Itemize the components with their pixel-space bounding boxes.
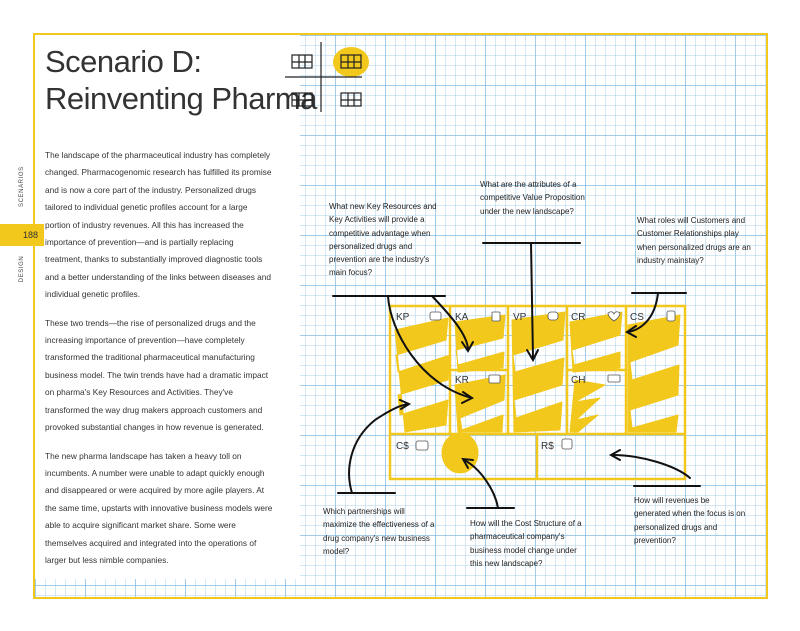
section-label-design: DESIGN: [19, 255, 25, 283]
scribble-cs: [628, 315, 680, 432]
scribble-cost: [442, 433, 478, 473]
resource-icon: [489, 375, 500, 383]
title-line-2: Reinventing Pharma: [45, 81, 317, 116]
section-label-scenarios: SCENARIOS: [19, 166, 25, 207]
paragraph-2: These two trends—the rise of personalized drugs and the increasing importance of prevention—have completely transformed the traditional pharmaceutical manufacturing business model. The twin trends have had a dramatic impact on pharma's Key Resources and Activities. They've transformed the way drug makers approach customers and provoked substantial changes in how revenue is generated.: [45, 317, 269, 433]
question-value-proposition: What are the attributes of a competitive Value Proposition under the new landscape?: [480, 180, 585, 216]
title-line-1: Scenario D:: [45, 44, 202, 79]
paragraph-1: The landscape of the pharmaceutical industry has completely changed. Pharmacogenomic research has fulfilled its promise and is now a core part of the industry. Personalized drugs tailored to individual genetic profiles account for a large portion of industry revenues. All this has increased the importance of prevention—and is partially replacing treatment, thanks to substantially improved diagnostic tools and a better understanding of the links between diseases and individual genetic profiles.: [45, 150, 272, 300]
label-ch: CH: [571, 375, 586, 386]
money-icon: [562, 439, 572, 449]
label-cost: C$: [396, 441, 409, 452]
label-vp: VP: [513, 312, 527, 323]
paragraph-3: The new pharma landscape has taken a heavy toll on incumbents. A number were unable to adapt quickly enough and disappeared or were acquired by more agile players. At the same time, upstarts with innovative business models were able to acquire significant market share. Some were themselves acquired and integrated into the operations of larger but less nimble companies.: [45, 450, 273, 565]
scribble-ch: [570, 380, 605, 432]
cost-tag-icon: [416, 441, 428, 450]
activity-icon: [492, 312, 500, 321]
label-cs: CS: [630, 312, 644, 323]
scribble-vp: [512, 312, 565, 432]
question-key-resources: What new Key Resources and Key Activities will provide a competitive advantage when personalized drugs and prevention are the industry's main focus?: [329, 202, 437, 278]
scribble-kp: [395, 318, 450, 432]
question-partnerships: Which partnerships will maximize the effectiveness of a drug company's new business model?: [323, 507, 435, 556]
label-revenue: R$: [541, 441, 554, 452]
customer-icon: [667, 311, 675, 321]
value-icon: [548, 312, 558, 320]
label-kr: KR: [455, 375, 469, 386]
page-number: 188: [0, 224, 44, 246]
partner-icon: [430, 312, 441, 320]
question-revenues: How will revenues be generated when the focus is on personalized drugs and prevention?: [634, 496, 746, 545]
question-cost-structure: How will the Cost Structure of a pharmaceutical company's business model change under this new landscape?: [470, 519, 582, 568]
label-cr: CR: [571, 312, 586, 323]
label-kp: KP: [396, 312, 410, 323]
label-ka: KA: [455, 312, 469, 323]
question-customers: What roles will Customers and Customer Relationships play when personalized drugs are an industry mainstay?: [637, 216, 751, 265]
truck-icon: [608, 375, 620, 382]
quadrant-icon: [285, 42, 369, 112]
